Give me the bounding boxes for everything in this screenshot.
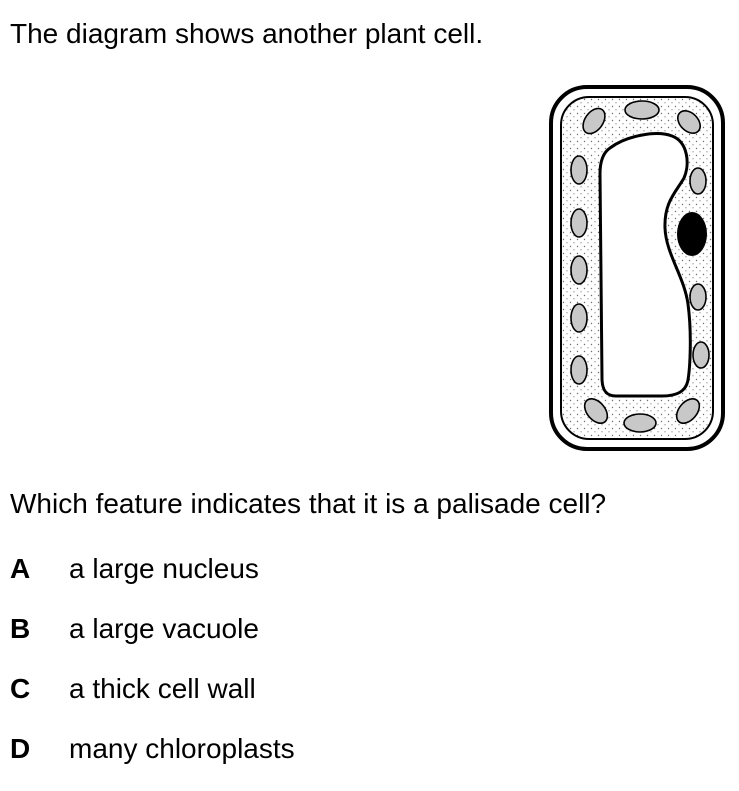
option-letter: C — [10, 673, 31, 704]
chloroplast — [571, 304, 587, 332]
intro-text: The diagram shows another plant cell. — [10, 18, 484, 49]
chloroplast — [571, 209, 587, 237]
option-d[interactable] — [10, 731, 295, 791]
option-text: a large nucleus — [69, 553, 259, 584]
chloroplast — [690, 284, 706, 310]
question-text: Which feature indicates that it is a palisade cell? — [10, 488, 607, 519]
chloroplast — [624, 414, 656, 432]
palisade-cell-diagram — [548, 84, 728, 454]
option-c[interactable] — [10, 671, 295, 731]
option-text: a large vacuole — [69, 613, 259, 644]
nucleus — [677, 212, 707, 256]
chloroplast — [571, 356, 587, 384]
chloroplast — [625, 101, 659, 119]
option-b[interactable] — [10, 611, 295, 671]
chloroplast — [693, 342, 709, 368]
chloroplast — [690, 168, 706, 194]
option-a[interactable] — [10, 551, 295, 611]
chloroplast — [571, 256, 587, 284]
option-text: a thick cell wall — [69, 673, 256, 704]
option-letter: D — [10, 733, 31, 764]
vacuole — [600, 134, 690, 396]
option-letter: B — [10, 613, 31, 644]
chloroplast — [571, 156, 587, 184]
answer-options — [10, 551, 295, 791]
option-text: many chloroplasts — [69, 733, 295, 764]
option-letter: A — [10, 553, 31, 584]
